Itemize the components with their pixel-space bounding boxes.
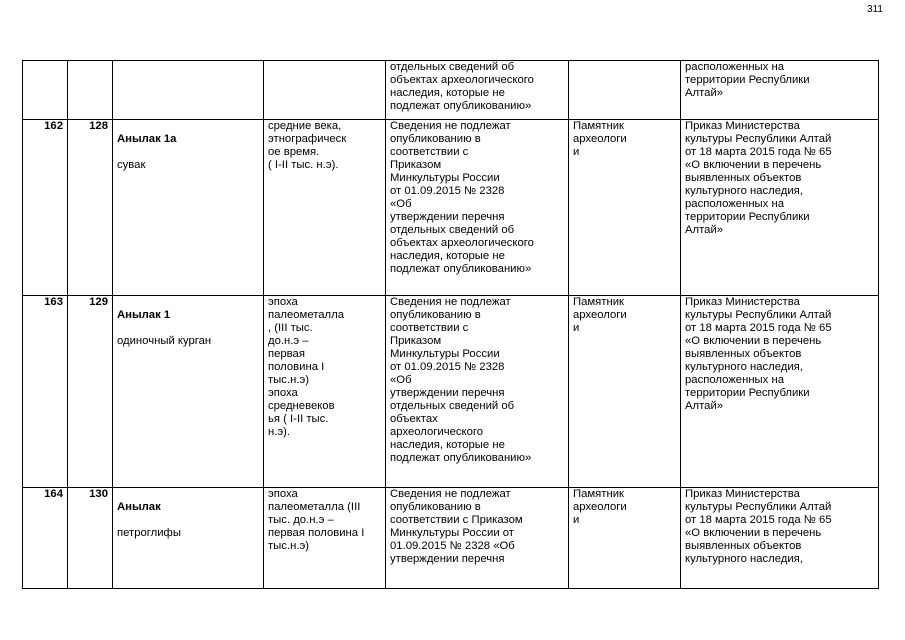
monument-name: Анылак <box>117 501 161 513</box>
dating-cell: средние века, этнографическ ое время. ( I-II тыс. н.э). <box>264 120 386 296</box>
monument-name-cell <box>113 296 264 488</box>
row-number <box>23 61 68 120</box>
document-cell: Приказ Министерства культуры Республики Алтай от 18 марта 2015 года № 65 «О включении в перечень выявленных объектов культурного наследия, расположенных на территории Республики Алтай» <box>681 120 879 296</box>
row-subnumber: 129 <box>68 296 113 488</box>
document-cell: Приказ Министерства культуры Республики Алтай от 18 марта 2015 года № 65 «О включении в перечень выявленных объектов культурного наследия, <box>681 488 879 589</box>
row-subnumber: 130 <box>68 488 113 589</box>
monument-name-cell <box>113 120 264 296</box>
row-subnumber <box>68 61 113 120</box>
row-number: 162 <box>23 120 68 296</box>
document-cell: расположенных на территории Республики Алтай» <box>681 61 879 120</box>
dating-cell: эпоха палеометалла , (III тыс. до.н.э – первая половина I тыс.н.э) эпоха средневеков ья ( I-II тыс. н.э). <box>264 296 386 488</box>
monument-name: Анылак 1а <box>117 133 177 145</box>
category-cell: Памятник археологи и <box>569 488 681 589</box>
monuments-table <box>22 60 879 589</box>
row-number: 164 <box>23 488 68 589</box>
dating-cell: эпоха палеометалла (III тыс. до.н.э – первая половина I тыс.н.э) <box>264 488 386 589</box>
location-info-cell: Сведения не подлежат опубликованию в соответствии с Приказом Минкультуры России от 01.09.2015 № 2328 «Об утверждении перечня отдельных сведений об объектах археологического наследия, которые не подлежат опубликованию» <box>386 296 569 488</box>
category-cell <box>569 61 681 120</box>
row-subnumber: 128 <box>68 120 113 296</box>
monument-type-name: петроглифы <box>117 527 181 539</box>
table-row <box>23 488 879 589</box>
location-info-cell: Сведения не подлежат опубликованию в соответствии с Приказом Минкультуры России от 01.09.2015 № 2328 «Об утверждении перечня отдельных сведений об объектах археологического наследия, которые не подлежат опубликованию» <box>386 120 569 296</box>
location-info-cell: Сведения не подлежат опубликованию в соответствии с Приказом Минкультуры России от 01.09.2015 № 2328 «Об утверждении перечня <box>386 488 569 589</box>
category-cell: Памятник археологи и <box>569 120 681 296</box>
dating-cell <box>264 61 386 120</box>
table-row <box>23 120 879 296</box>
monument-type-name: сувак <box>117 159 146 171</box>
monument-name: Анылак 1 <box>117 309 171 321</box>
monument-name-cell <box>113 488 264 589</box>
document-cell: Приказ Министерства культуры Республики Алтай от 18 марта 2015 года № 65 «О включении в перечень выявленных объектов культурного наследия, расположенных на территории Республики Алтай» <box>681 296 879 488</box>
monument-type-name: одиночный курган <box>117 335 212 347</box>
page-number: 311 <box>867 4 883 15</box>
row-number: 163 <box>23 296 68 488</box>
monument-name-cell <box>113 61 264 120</box>
table-row <box>23 296 879 488</box>
table-row <box>23 61 879 120</box>
category-cell: Памятник археологи и <box>569 296 681 488</box>
location-info-cell: отдельных сведений об объектах археологического наследия, которые не подлежат опубликованию» <box>386 61 569 120</box>
